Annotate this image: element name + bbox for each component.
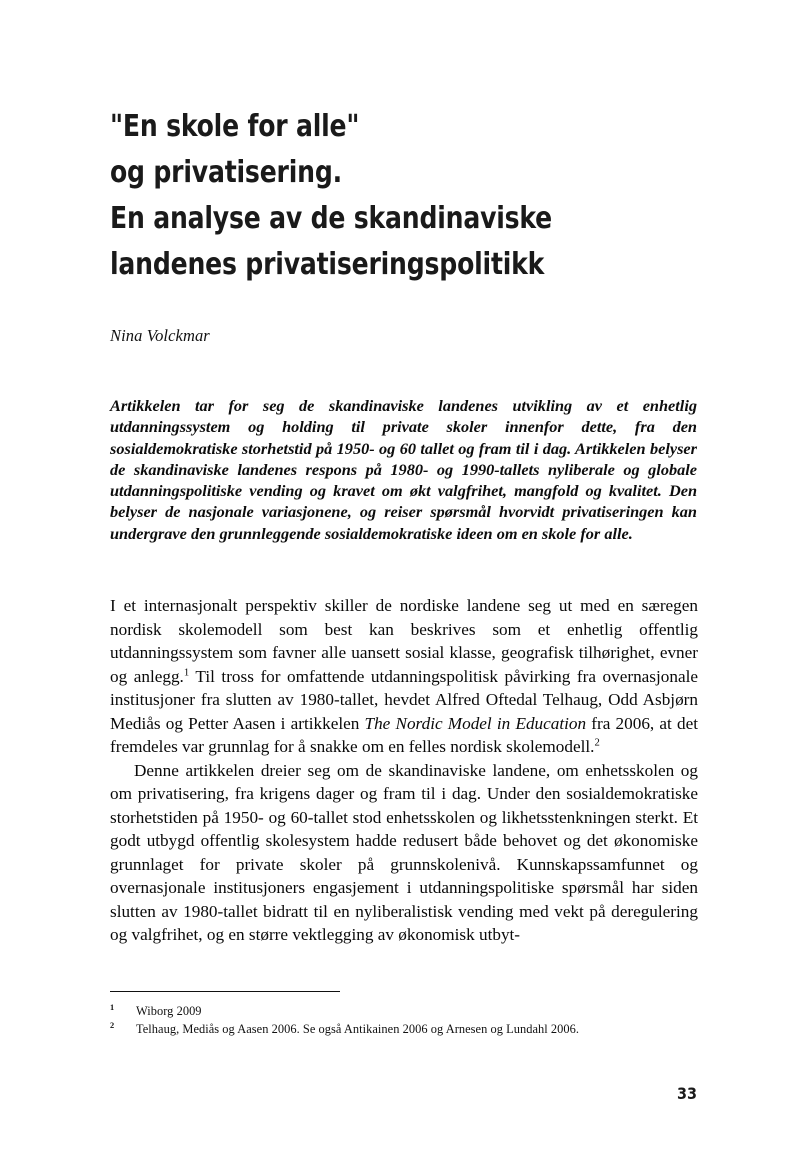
abstract-block <box>110 395 697 544</box>
footnote-marker: 2 <box>110 1021 115 1030</box>
footnote-text: Telhaug, Mediås og Aasen 2006. Se også Antikainen 2006 og Arnesen og Lundahl 2006. <box>136 1022 580 1036</box>
title-line-4: landenes privatiseringspolitikk <box>110 247 545 282</box>
abstract-text: Artikkelen tar for seg de skandinaviske landenes utvikling av et enhetlig utdanningssystem og holding til private skoler innenfor dette, fra den sosialdemokratiske storhetstid på 1950- og 60 tallet og fram til i dag. Artikkelen belyser de skandinaviske landenes respons på 1980- og 1990-tallets nyliberale og globale utdanningspolitiske vending og kravet om økt valgfrihet, mangfold og kvalitet. Den belyser de nasjonale variasjonene, og reiser spørsmål hvorvidt privatiseringen kan undergrave den grunnleggende sosialdemokratiske ideen om en skole for alle. <box>110 396 697 543</box>
body-paragraph-2: Denne artikkelen dreier seg om de skandinaviske landene, om enhetsskolen og om privatisering, fra krigens dager og fram til i dag. Under den sosialdemokratiske storhetstiden på 1950- og 60-tallet stod enhetsskolen og likhetsstenkningen sterkt. Et godt utbygd offentlig skolesystem hadde redusert både behovet og det økonomiske grunnlaget for private skoler på grunnskolenivå. Kunnskapssamfunnet og overnasjonale institusjoners engasjement i utdanningspolitiske spørsmål har siden slutten av 1980-tallet bidratt til en nyliberalistisk vending med vekt på deregulering og valgfrihet, og en større vektlegging av økonomisk utbyt- <box>110 760 698 944</box>
author-name: Nina Volckmar <box>110 326 210 345</box>
footnotes-list <box>110 1002 700 1038</box>
body-paragraph-1: I et internasjonalt perspektiv skiller de nordiske landene seg ut med en særegen nordisk skolemodell som best kan beskrives som et enhetlig offentlig utdanningssystem som favner alle uansett sosial klasse, geografisk tilhørighet, evner og anlegg.$^1$ Til tross for omfattende utdanningspolitisk påvirking fra overnasjonale institusjoner fra slutten av 1980-tallet, hevdet Alfred Oftedal Telhaug, Odd Asbjørn Mediås og Petter Aasen i artikkelen The Nordic Model in Education fra 2006, at det fremdeles var grunnlag for å snakke om en felles nordisk skolemodell.$^2$ <box>110 596 699 756</box>
footnote-reference[interactable]: 1 <box>183 666 190 678</box>
title-line-3: En analyse av de skandinaviske <box>110 201 553 236</box>
footnote-text: Wiborg 2009 <box>136 1004 202 1018</box>
title-line-1: "En skole for alle" <box>110 109 360 144</box>
body-text <box>110 594 698 947</box>
title-line-2: og privatisering. <box>110 155 342 190</box>
footnote-marker: 1 <box>110 1003 115 1012</box>
italic-run: The Nordic Model in Education <box>364 713 587 733</box>
footnote-item <box>110 1020 700 1038</box>
page-number: 33 <box>676 1084 697 1103</box>
page-title <box>110 104 710 288</box>
footnote-item <box>110 1002 700 1020</box>
footnote-reference[interactable]: 2 <box>594 737 600 749</box>
footnote-separator <box>110 991 340 992</box>
